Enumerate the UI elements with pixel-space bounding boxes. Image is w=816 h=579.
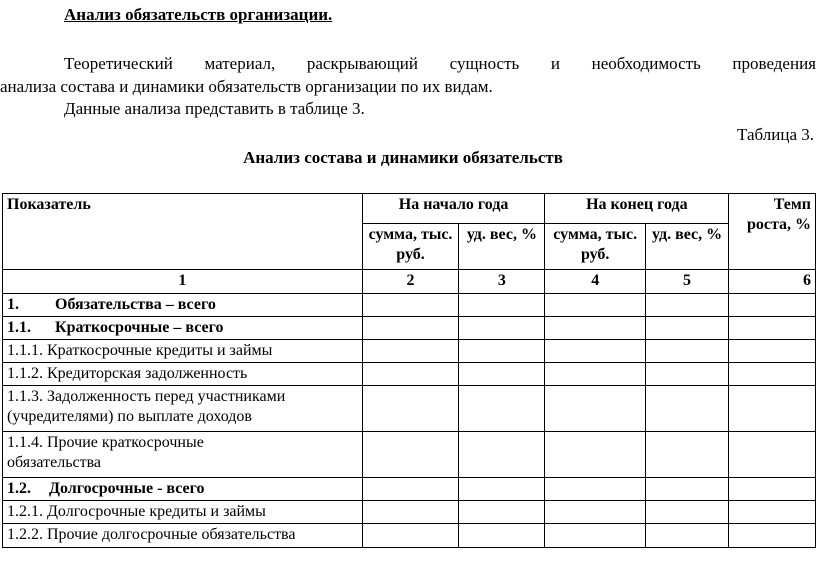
row-label: 1.2.1. Долгосрочные кредиты и займы [3, 501, 363, 524]
table-cell [729, 363, 816, 386]
instruction-paragraph: Данные анализа представить в таблице 3. [64, 99, 365, 118]
table-cell [362, 386, 459, 432]
table-cell [645, 317, 728, 340]
table-cell [729, 340, 816, 363]
table-cell [459, 340, 545, 363]
table-cell [729, 524, 816, 548]
row-label: 1.1. Краткосрочные – всего [3, 317, 363, 340]
row-label: 1.1.3. Задолженность перед участниками (учредителями) по выплате доходов [3, 386, 363, 432]
table-cell [459, 363, 545, 386]
table-cell [362, 524, 459, 548]
table-cell [545, 432, 645, 478]
row-label: 1.1.1. Краткосрочные кредиты и займы [3, 340, 363, 363]
table-row [3, 363, 816, 386]
column-number: 4 [545, 270, 645, 294]
row-number: 1.2. [7, 480, 31, 497]
header-indicator: Показатель [3, 194, 363, 270]
table-cell [362, 432, 459, 478]
table-row [3, 294, 816, 317]
table-cell [645, 478, 728, 501]
table-cell [645, 386, 728, 432]
table-cell [729, 501, 816, 524]
column-number-row [3, 270, 816, 294]
table-cell [645, 432, 728, 478]
liabilities-table [2, 193, 816, 548]
table-cell [459, 501, 545, 524]
column-number: 2 [362, 270, 459, 294]
header-end-of-year: На конец года [545, 194, 729, 224]
table-row [3, 524, 816, 548]
table-cell [362, 294, 459, 317]
header-row-1 [3, 194, 816, 224]
table-cell [545, 294, 645, 317]
row-label: 1.2.2. Прочие долгосрочные обязательства [3, 524, 363, 548]
table-cell [362, 340, 459, 363]
header-end-sum: сумма, тыс. руб. [545, 224, 645, 270]
table-cell [362, 317, 459, 340]
header-start-of-year: На начало года [362, 194, 545, 224]
paragraph-line-1: Теоретический материал, раскрывающий сущность и необходимость проведения [64, 54, 816, 73]
column-number: 1 [3, 270, 363, 294]
row-label: 1.1.4. Прочие краткосрочные обязательства [3, 432, 363, 478]
table-cell [362, 478, 459, 501]
table-cell [459, 317, 545, 340]
table-cell [729, 317, 816, 340]
row-label: 1.1.2. Кредиторская задолженность [3, 363, 363, 386]
table-row [3, 501, 816, 524]
column-number: 5 [645, 270, 728, 294]
header-start-sum: сумма, тыс. руб. [362, 224, 459, 270]
table-cell [459, 386, 545, 432]
table-row [3, 317, 816, 340]
table-cell [645, 340, 728, 363]
table-row [3, 386, 816, 432]
table-cell [645, 363, 728, 386]
table-cell [545, 363, 645, 386]
table-cell [545, 340, 645, 363]
table-cell [545, 317, 645, 340]
table-cell [545, 501, 645, 524]
row-number: 1. [7, 296, 19, 313]
table-row [3, 340, 816, 363]
table-cell [362, 501, 459, 524]
table-cell [729, 386, 816, 432]
table-row [3, 478, 816, 501]
theory-paragraph [0, 52, 816, 98]
table-cell [645, 294, 728, 317]
column-number: 3 [459, 270, 545, 294]
table-cell [459, 478, 545, 501]
table-number: Таблица 3. [737, 125, 814, 144]
paragraph-line-2: анализа состава и динамики обязательств организации по их видам. [0, 77, 493, 96]
table-cell [729, 478, 816, 501]
table-cell [545, 478, 645, 501]
table-cell [645, 501, 728, 524]
row-number: 1.1. [7, 319, 31, 336]
table-cell [729, 294, 816, 317]
header-start-share: уд. вес, % [459, 224, 545, 270]
table-cell [459, 432, 545, 478]
row-label: 1.2. Долгосрочные - всего [3, 478, 363, 501]
row-label: 1. Обязательства – всего [3, 294, 363, 317]
table-cell [459, 524, 545, 548]
table-cell [729, 432, 816, 478]
table-cell [645, 524, 728, 548]
header-growth-rate: Темп роста, % [729, 194, 816, 270]
table-title: Анализ состава и динамики обязательств [243, 148, 563, 167]
table-row [3, 432, 816, 478]
table-cell [545, 386, 645, 432]
table-cell [459, 294, 545, 317]
column-number: 6 [729, 270, 816, 294]
table-cell [545, 524, 645, 548]
section-heading: Анализ обязательств организации. [64, 5, 333, 24]
header-end-share: уд. вес, % [645, 224, 728, 270]
table-cell [362, 363, 459, 386]
